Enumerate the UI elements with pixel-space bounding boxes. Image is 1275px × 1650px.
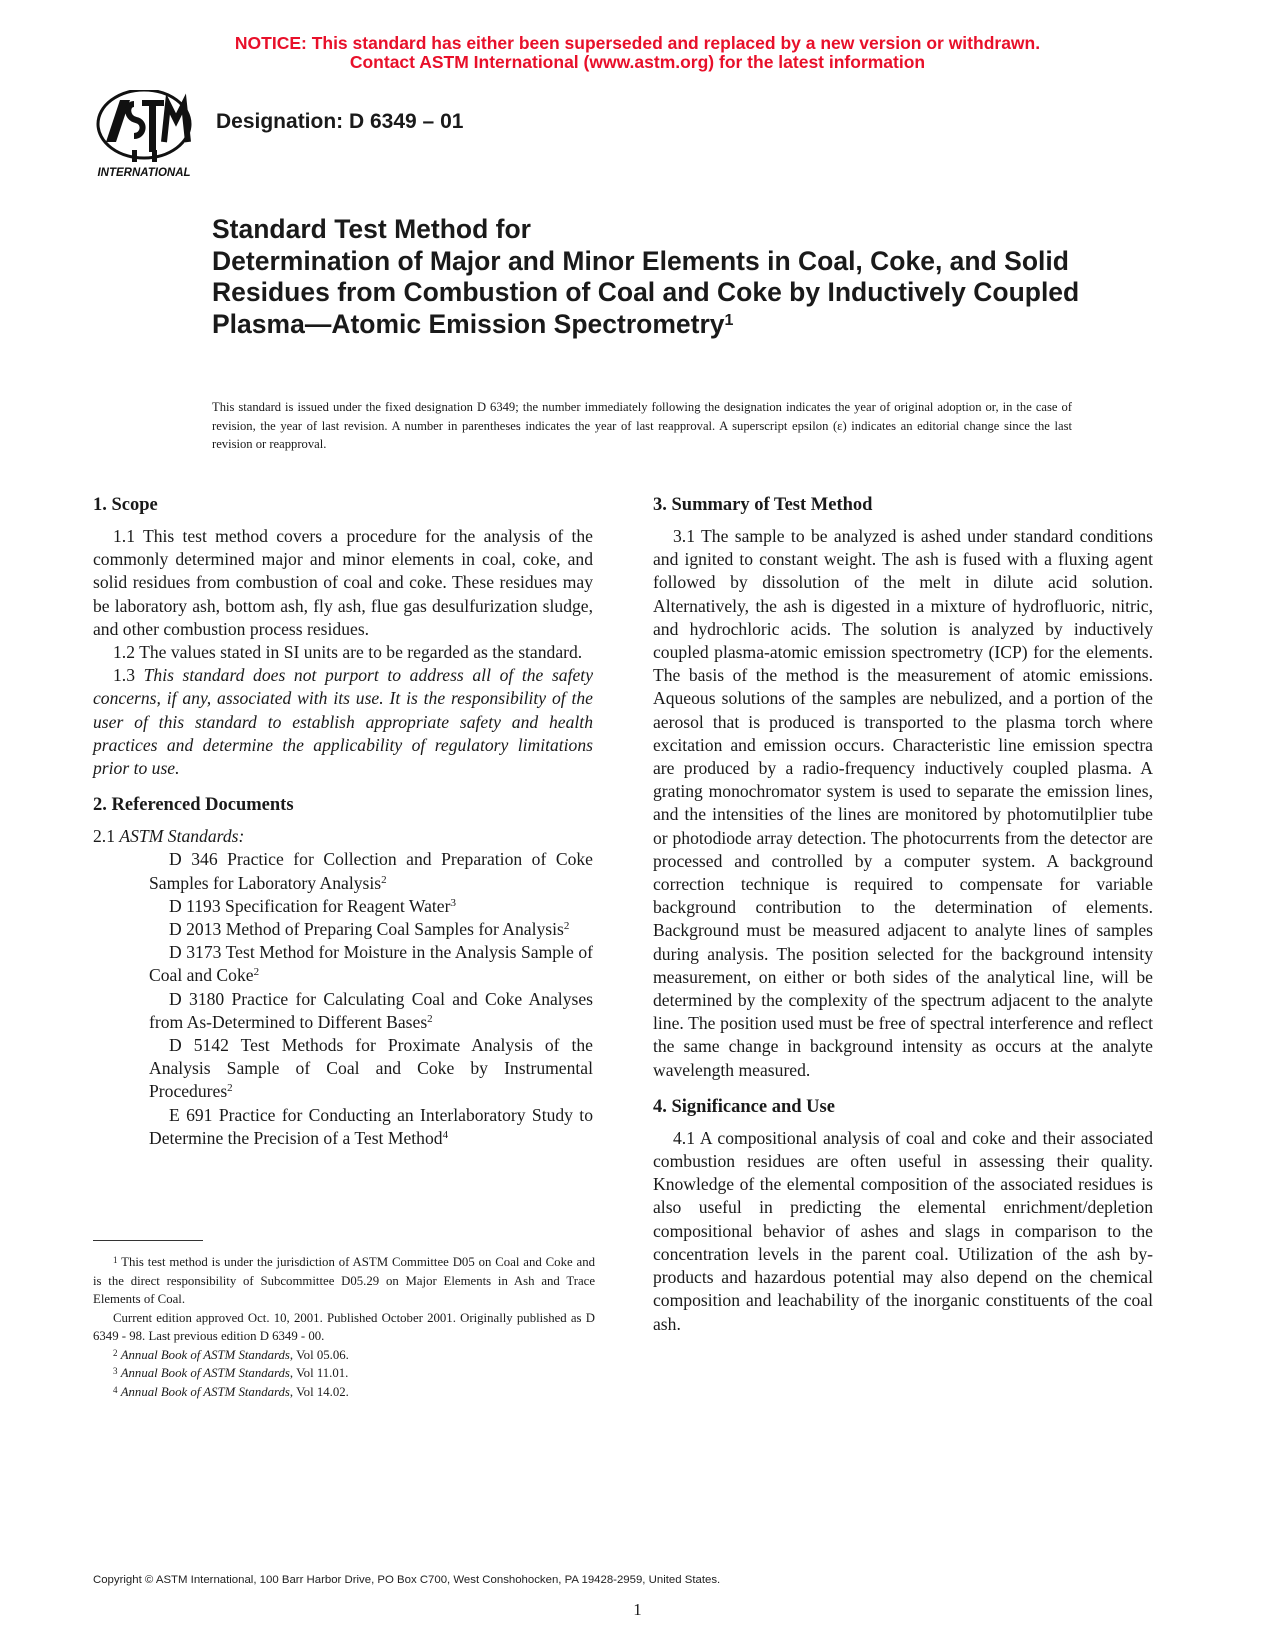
reference-text: E 691 Practice for Conducting an Interlaboratory Study to Determine the Precision of a Test Method — [149, 1104, 593, 1148]
reference-item — [113, 988, 593, 1034]
reference-text: D 1193 Specification for Reagent Water — [169, 895, 451, 916]
page-number: 1 — [633, 1600, 642, 1619]
title-main: Determination of Major and Minor Elements in Coal, Coke, and Solid Residues from Combustion of Coal and Coke by Inductively Coupled Plasma—Atomic Emission Spectrometry — [212, 245, 1080, 339]
section-significance — [653, 1096, 1153, 1336]
footnote-3-book: Annual Book of ASTM Standards — [120, 1366, 290, 1380]
significance-heading: 4. Significance and Use — [653, 1096, 835, 1117]
footnote-4 — [93, 1383, 595, 1402]
footnote-2-volume: , Vol 05.06. — [289, 1347, 349, 1362]
footnote-3-mark: 3 — [113, 1366, 118, 1376]
copyright-line: Copyright © ASTM International, 100 Barr Harbor Drive, PO Box C700, West Conshohocken, PA 19428-2959, United States. — [93, 1574, 721, 1586]
reference-footnote-mark: 4 — [442, 1128, 449, 1141]
summary-heading: 3. Summary of Test Method — [653, 495, 873, 515]
section-summary — [653, 494, 1153, 1082]
reference-item — [113, 1104, 593, 1150]
section-scope — [93, 494, 593, 780]
left-column — [93, 494, 593, 1164]
reference-footnote-mark: 2 — [427, 1012, 433, 1025]
footnote-4-volume: , Vol 14.02. — [289, 1384, 349, 1399]
reference-text: D 3173 Test Method for Moisture in the Analysis Sample of Coal and Coke — [149, 942, 593, 986]
notice-line-2: Contact ASTM International (www.astm.org) for the latest information — [349, 52, 926, 72]
reference-item — [113, 895, 593, 918]
supersession-notice — [0, 34, 1275, 72]
footnote-2-book: Annual Book of ASTM Standards — [120, 1347, 290, 1362]
reference-footnote-mark: 2 — [381, 873, 387, 886]
title-line-1: Standard Test Method for — [212, 214, 531, 244]
reference-footnote-mark: 2 — [227, 1082, 233, 1095]
footnote-1-edition: Current edition approved Oct. 10, 2001. Published October 2001. Originally published as D 6349 - 98. Last previous edition D 6349 - 00. — [93, 1310, 595, 1343]
reference-item — [113, 918, 593, 941]
scope-heading: 1. Scope — [93, 495, 158, 515]
reference-text: D 5142 Test Methods for Proximate Analysis of the Analysis Sample of Coal and Coke by Instrumental Procedures — [149, 1035, 593, 1102]
footnote-1 — [93, 1253, 595, 1309]
reference-footnote-mark: 3 — [450, 896, 456, 909]
scope-para-1-2: 1.2 The values stated in SI units are to be regarded as the standard. — [113, 642, 583, 663]
section-referenced-documents — [93, 794, 593, 1150]
reference-footnote-mark: 2 — [253, 966, 260, 979]
reference-text: D 3180 Practice for Calculating Coal and Coke Analyses from As-Determined to Different Bases — [149, 988, 593, 1032]
footnote-1-text: This test method is under the jurisdiction of ASTM Committee D05 on Coal and Coke and is the direct responsibility of Subcommittee D05.29 on Major Elements in Ash and Trace Elements of Coal. — [93, 1255, 595, 1306]
reference-item — [113, 941, 593, 987]
standard-issuance-note: This standard is issued under the fixed designation D 6349; the number immediately following the designation indicates the year of original adoption or, in the case of revision, the year of last revision. A number in parentheses indicates the year of last reapproval. A superscript epsilon (ε) indicates an editorial change since the last revision or reapproval. — [212, 400, 1072, 451]
footnote-1-mark: 1 — [113, 1255, 118, 1265]
astm-logo-icon — [86, 90, 204, 186]
astm-standards-label: ASTM Standards: — [119, 826, 245, 847]
footnote-3-volume: , Vol 11.01. — [289, 1366, 349, 1380]
referenced-documents-heading: 2. Referenced Documents — [93, 795, 294, 816]
summary-para-3-1: 3.1 The sample to be analyzed is ashed under standard conditions and ignited to constant weight. The ash is fused with a fluxing agent followed by dissolution of the melt in dilute acid solution. Alternatively, the ash is digested in a mixture of hydrofluoric, nitric, and hydrochloric acids. The solution is analyzed by inductively coupled plasma-atomic emission spectrometry (ICP) for the elements. The basis of the method is the measurement of atomic emissions. Aqueous solutions of the samples are nebulized, and a portion of the aerosol that is produced is transported to the plasma torch where excitation and emission occurs. Characteristic line emission spectra are produced by a radio-frequency inductively coupled plasma. A grating monochromator system is used to separate the emission lines, and the intensities of the lines are monitored by photomutilplier tube or photodiode array detection. The photocurrents from the detector are processed and controlled by a computer system. A background correction technique is required to compensate for variable background contribution to the determination of elements. Background must be measured adjacent to analyte lines of samples during analysis. The position selected for the background intensity measurement, on either or both sides of the analytical line, will be determined by the complexity of the spectrum adjacent to the analyte line. The position used must be free of spectral interference and reflect the same change in background intensity as occurs at the analyte wavelength measured. — [653, 526, 1153, 1080]
footnote-divider — [93, 1240, 203, 1241]
footnote-2 — [93, 1346, 595, 1365]
astm-logo — [86, 90, 204, 186]
significance-para-4-1: 4.1 A compositional analysis of coal and coke and their associated combustion residues are often useful in assessing their quality. Knowledge of the elemental composition of the associated residues is also useful in predicting the elemental enrichment/depletion compositional behavior of ashes and slags in comparison to the concentration levels in the parent coal. Utilization of the ash by-products and hazardous potential may also depend on the chemical composition and leachability of the inorganic constituents of the coal ash. — [653, 1127, 1153, 1334]
reference-footnote-mark: 2 — [563, 920, 570, 933]
logo-international-text: INTERNATIONAL — [97, 167, 191, 179]
footnote-4-book: Annual Book of ASTM Standards — [120, 1384, 290, 1399]
reference-item — [113, 848, 593, 894]
scope-para-1-1: 1.1 This test method covers a procedure for the analysis of the commonly determined major and minor elements in coal, coke, and solid residues from combustion of coal and coke. These residues may be laboratory ash, bottom ash, fly ash, flue gas desulfurization sludge, and other combustion process residues. — [93, 526, 593, 639]
reference-item — [113, 1034, 593, 1104]
astm-standards-number: 2.1 — [93, 826, 120, 847]
notice-line-1: NOTICE: This standard has either been superseded and replaced by a new version or withdrawn. — [234, 33, 1041, 53]
footnote-4-mark: 4 — [113, 1384, 118, 1395]
reference-text: D 346 Practice for Collection and Preparation of Coke Samples for Laboratory Analysis — [149, 849, 593, 893]
scope-para-1-3-number: 1.3 — [113, 665, 144, 686]
astm-standards-subheading — [93, 825, 593, 848]
right-column — [653, 494, 1153, 1350]
footnotes — [93, 1253, 595, 1401]
designation: Designation: D 6349 – 01 — [216, 110, 464, 133]
document-title — [212, 214, 1092, 340]
reference-text: D 2013 Method of Preparing Coal Samples for Analysis — [169, 919, 564, 940]
reference-list — [93, 848, 593, 1150]
footnote-2-mark: 2 — [113, 1347, 118, 1358]
footnote-3 — [93, 1364, 595, 1383]
title-footnote-mark: 1 — [724, 311, 734, 329]
scope-safety-caveat: This standard does not purport to address all of the safety concerns, if any, associated with its use. It is the responsibility of the user of this standard to establish appropriate safety and health practices and determine the applicability of regulatory limitations prior to use. — [93, 665, 594, 779]
scope-para-1-3 — [93, 664, 593, 780]
